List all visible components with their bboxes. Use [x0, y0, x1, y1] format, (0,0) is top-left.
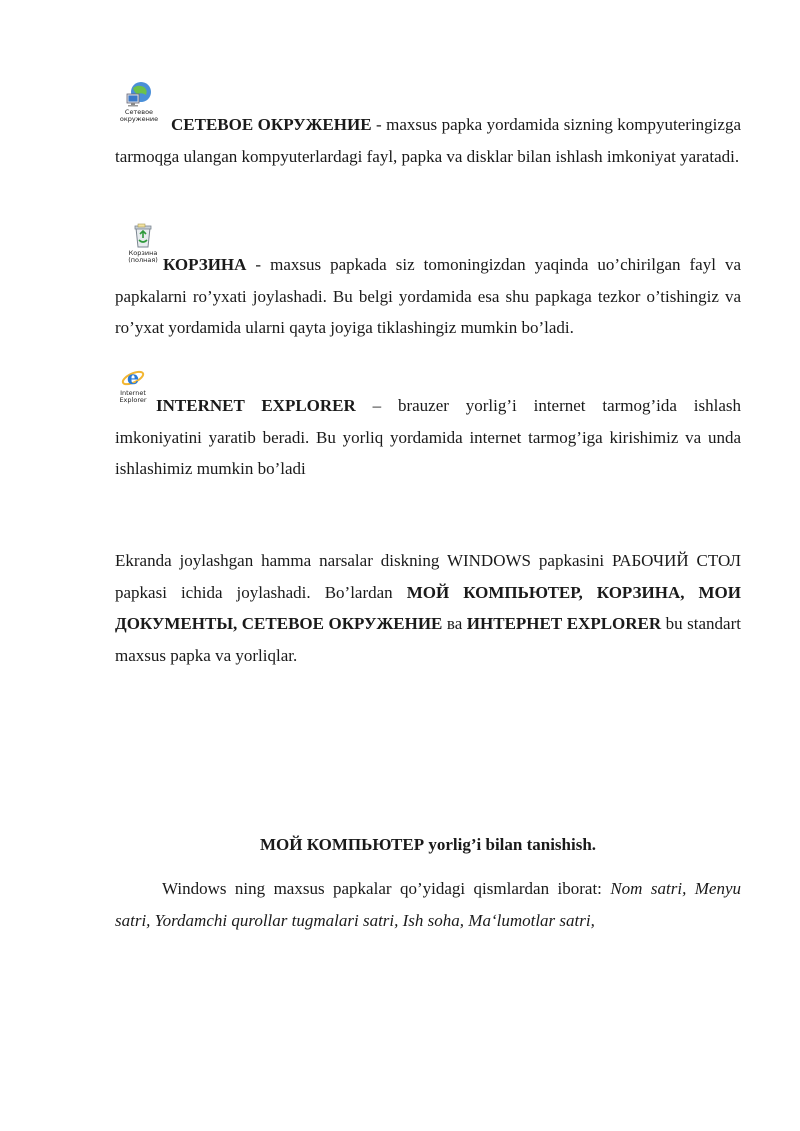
term-recycle-bin: КОРЗИНА	[163, 255, 247, 274]
paragraph-internet-explorer	[115, 390, 741, 485]
paragraph-recycle-bin	[115, 249, 741, 344]
text-recycle-bin: - maxsus papkada siz tomoningizdan yaqinda uo’chirilgan fayl va papkalarni ro’yxati joylashadi. Bu belgi yordamida esa shu papkaga tezkor o’tishingiz va ro’yxat yordamida ularni qayta joyiga tiklashingiz mumkin bo’ladi.	[115, 255, 741, 337]
svg-text:e: e	[126, 367, 140, 389]
paragraph-windows-parts	[115, 873, 741, 936]
desktop-bold-1: МОЙ КОМПЬЮТЕР, КОРЗИНА, МОИ ДОКУМЕНТЫ, СЕТЕВОЕ ОКРУЖЕНИЕ	[115, 582, 741, 633]
desktop-text-2: ва	[442, 614, 467, 633]
paragraph-network	[115, 109, 741, 172]
network-places-caption: Сетевое окружение	[119, 108, 159, 123]
paragraph-desktop	[115, 545, 741, 671]
desktop-bold-2: ИНТЕРНЕТ EXPLORER	[466, 614, 662, 633]
text-network: - maxsus papka yordamida sizning kompyuteringizga tarmoqga ulangan kompyuterlardagi fayl, papka va disklar bilan ishlash imkoniyat yaratadi.	[115, 115, 741, 166]
desktop-text-3: bu standart maxsus papka va yorliqlar.	[115, 614, 741, 665]
section-heading: МОЙ КОМПЬЮТЕР yorlig’i bilan tanishish.	[259, 835, 597, 854]
windows-parts-text: Windows ning maxsus papkalar qo’yidagi qismlardan iborat:	[162, 879, 611, 898]
desktop-text-1: Ekranda joylashgan hamma narsalar diskning WINDOWS papkasini РАБОЧИЙ СТОЛ papkasi ichida joylashadi. Bo’lardan	[115, 551, 741, 602]
internet-explorer-caption: Internet Explorer	[119, 389, 147, 404]
term-internet-explorer: INTERNET EXPLORER	[156, 396, 356, 415]
windows-parts-italic: Nom satri, Menyu satri, Yordamchi qurollar tugmalari satri, Ish soha, Ma‘lumotlar satri,	[115, 879, 742, 930]
recycle-bin-icon	[132, 223, 154, 249]
term-network: СЕТЕВОЕ ОКРУЖЕНИЕ	[171, 115, 372, 134]
internet-explorer-icon	[121, 365, 145, 389]
text-internet-explorer: – brauzer yorlig’i internet tarmog’ida ishlash imkoniyatini yaratib beradi. Bu yorliq yordamida internet tarmog’iga kirishimiz va unda ishlashimiz mumkin bo’ladi	[115, 396, 741, 478]
network-places-icon	[124, 80, 154, 108]
recycle-bin-caption: Корзина (полная)	[128, 249, 158, 264]
